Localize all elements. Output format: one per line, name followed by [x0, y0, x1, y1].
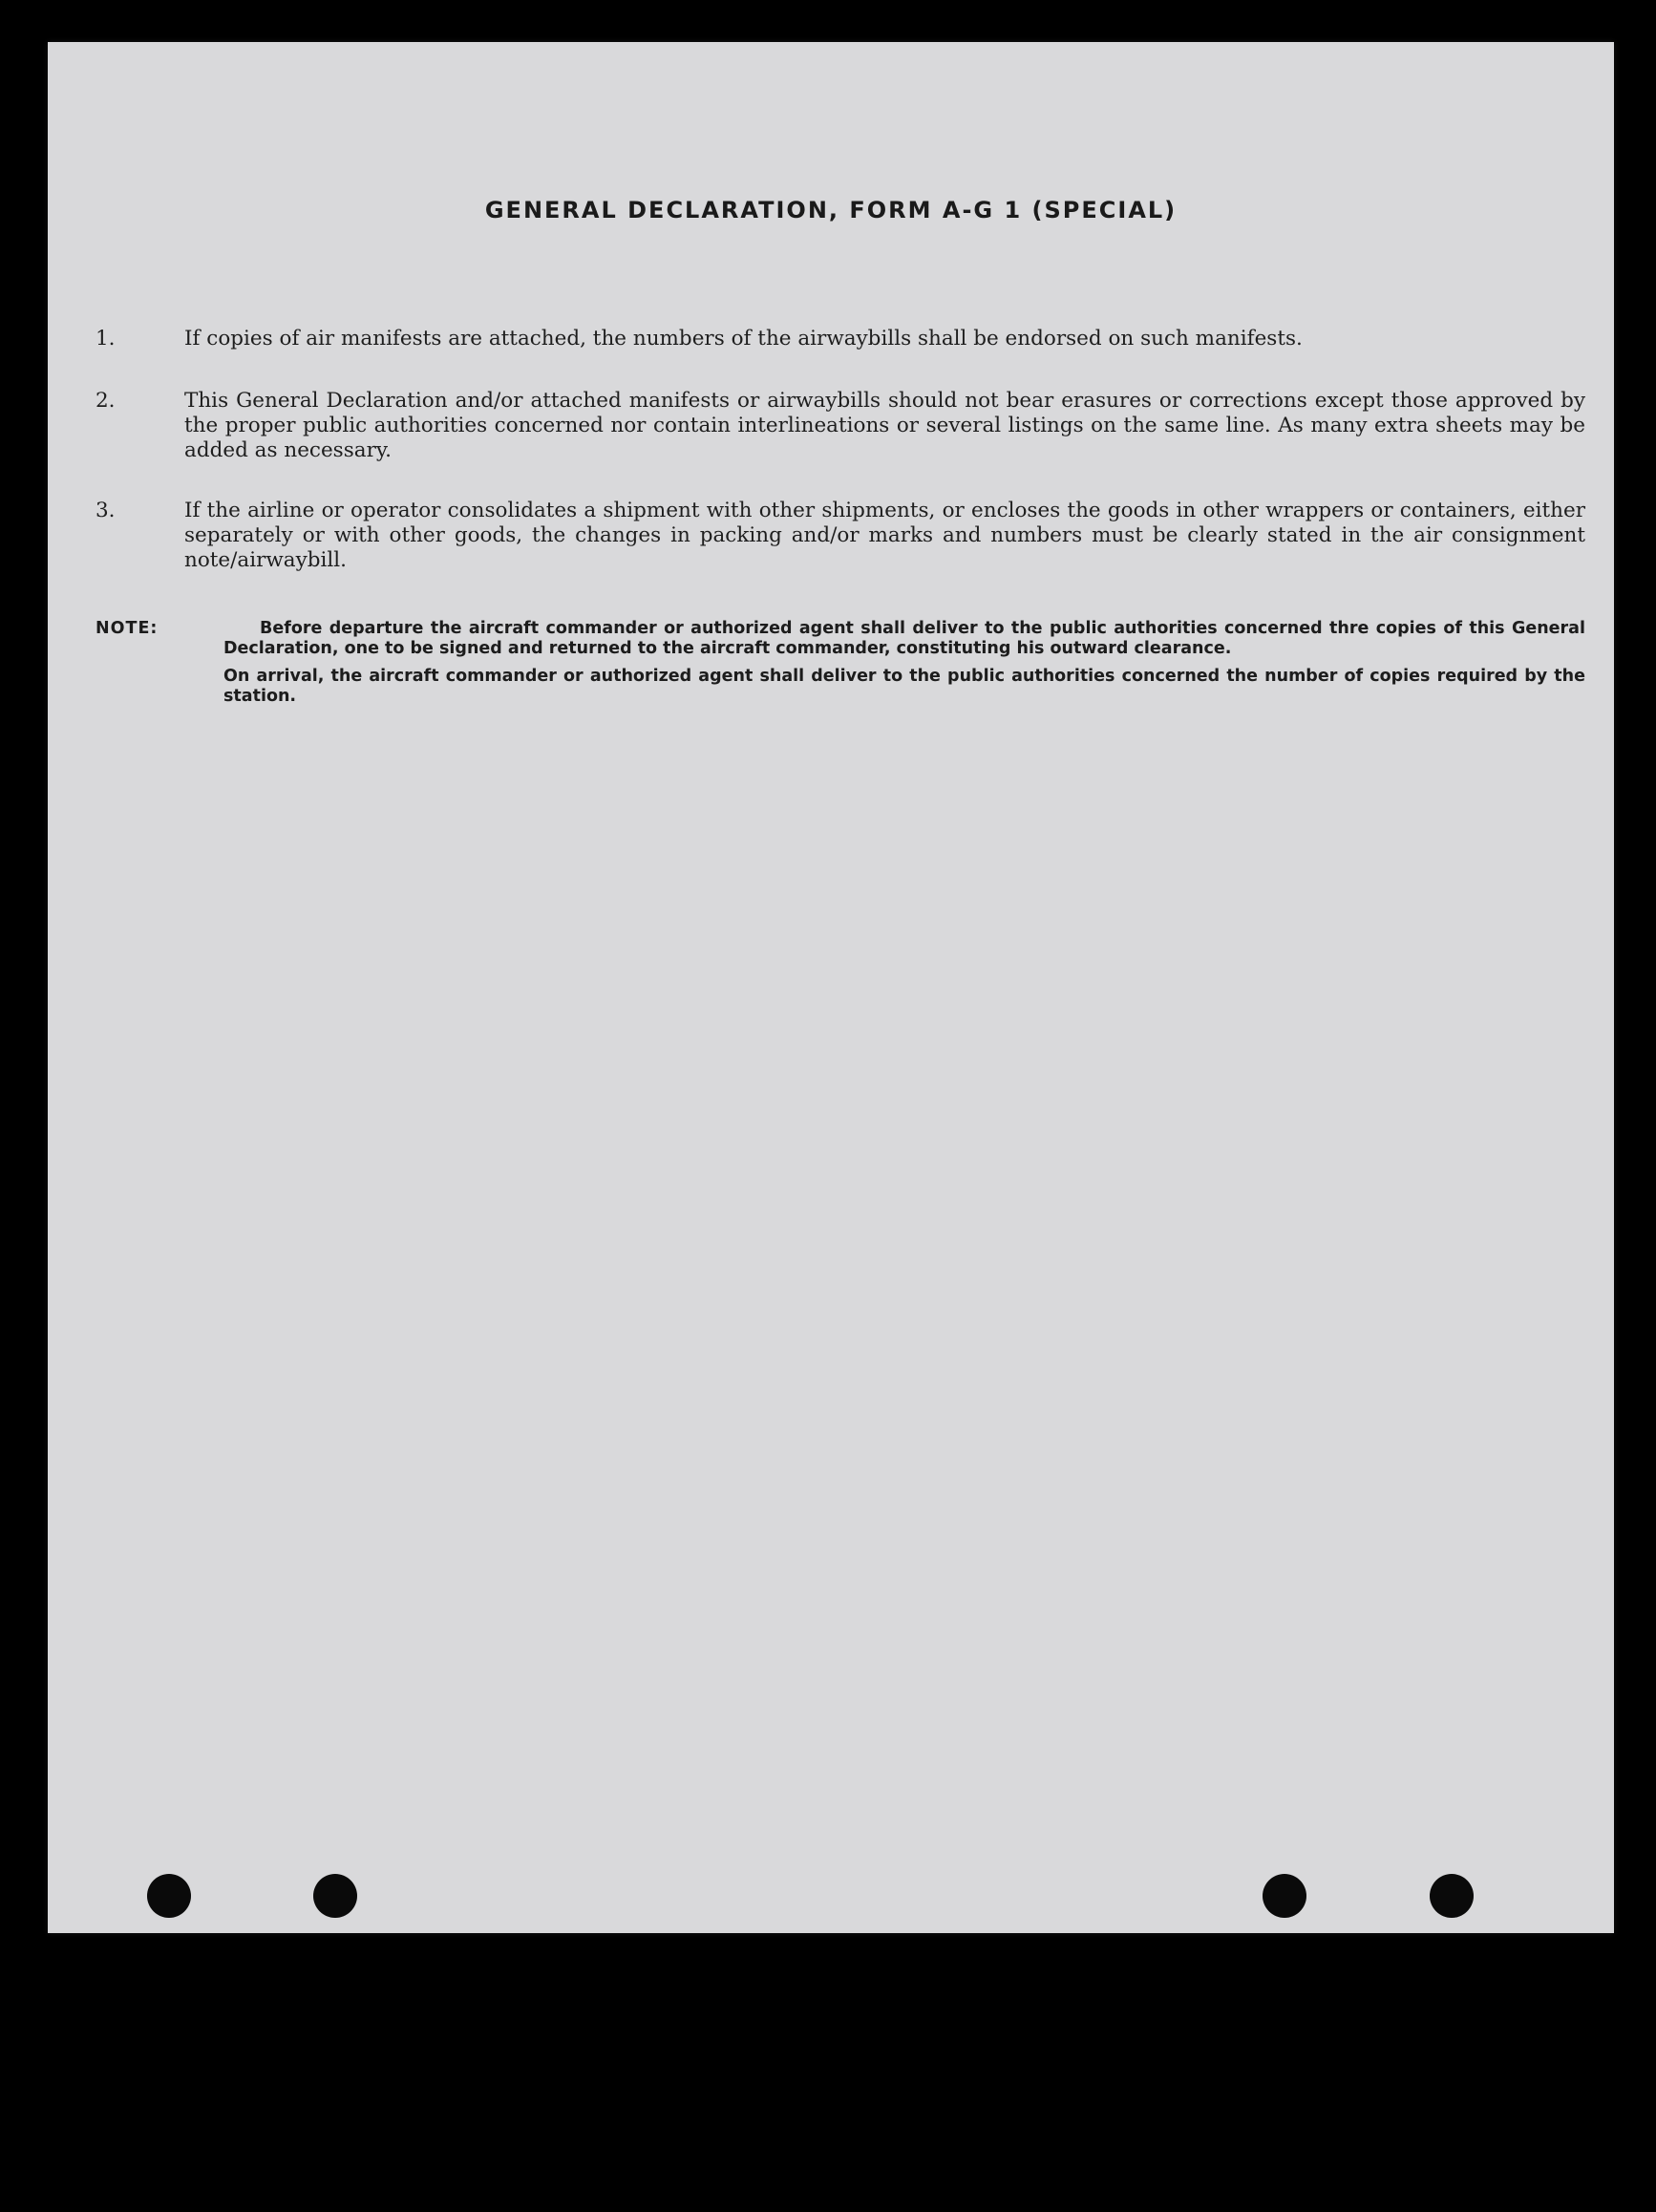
punch-hole [1263, 1874, 1306, 1918]
item-text: This General Declaration and/or attached manifests or airwaybills should not bear erasures or corrections except those approved by the proper public authorities concerned nor contain interlineations or several listings on the same line. As many extra sheets may be added as necessary. [184, 389, 1585, 462]
instruction-item-2 [96, 389, 1585, 463]
note-block [96, 619, 1585, 707]
instruction-item-1 [96, 327, 1585, 351]
note-label: NOTE: [96, 619, 159, 638]
item-number: 1. [96, 327, 116, 351]
item-text: If the airline or operator consolidates a shipment with other shipments, or encloses the goods in other wrappers or containers, either separately or with other goods, the changes in packing and/or marks and numbers must be clearly stated in the air consignment note/airwaybill. [184, 499, 1585, 572]
document-page [48, 42, 1614, 1933]
page-title: GENERAL DECLARATION, FORM A-G 1 (SPECIAL) [484, 197, 1178, 223]
punch-hole [1430, 1874, 1474, 1918]
item-number: 3. [96, 499, 116, 522]
item-text: If copies of air manifests are attached, the numbers of the airwaybills shall be endorsed on such manifests. [184, 327, 1303, 351]
punch-hole [313, 1874, 357, 1918]
item-number: 2. [96, 389, 116, 413]
note-paragraph-departure: Before departure the aircraft commander or authorized agent shall deliver to the public authorities concerned thre copies of this General Declaration, one to be signed and returned to the aircraft commander, constituting his outward clearance. [223, 619, 1585, 658]
note-paragraph-arrival: On arrival, the aircraft commander or authorized agent shall deliver to the public authorities concerned the number of copies required by the station. [223, 667, 1585, 706]
punch-hole [147, 1874, 191, 1918]
instruction-item-3 [96, 499, 1585, 573]
